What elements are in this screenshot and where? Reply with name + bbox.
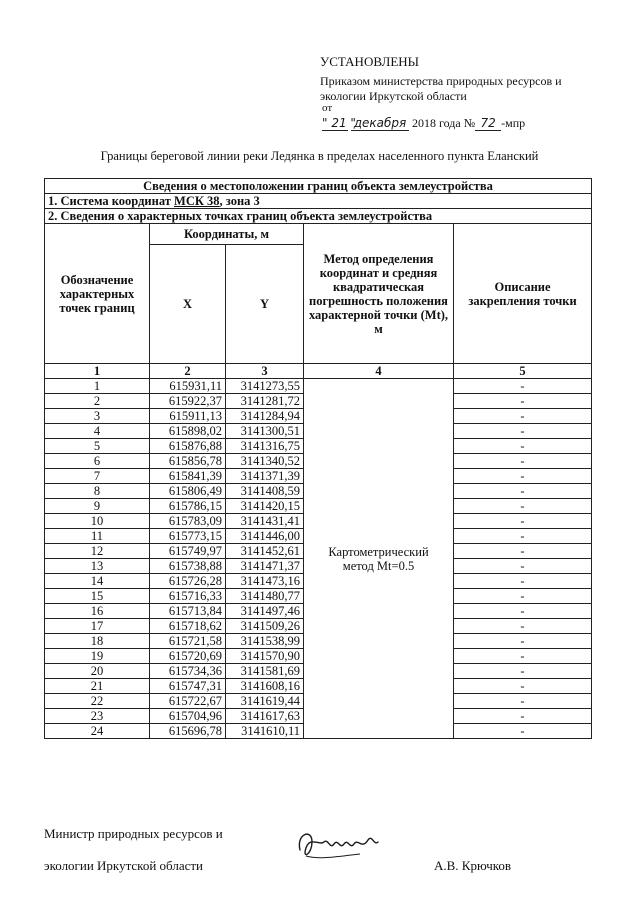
point-number-cell: 24 [45,724,150,739]
y-coordinate-cell: 3141581,69 [226,664,304,679]
point-number-cell: 11 [45,529,150,544]
point-number-cell: 10 [45,514,150,529]
fixing-description-cell: - [454,424,592,439]
points-section-title: 2. Сведения о характерных точках границ объекта землеустройства [45,209,592,224]
point-number-cell: 20 [45,664,150,679]
point-number-cell: 14 [45,574,150,589]
method-line-2: метод Mt=0.5 [342,558,415,573]
order-year: 2018 года № [412,116,476,130]
fixing-description-cell: - [454,604,592,619]
minister-name: А.В. Крючков [434,858,512,873]
x-coordinate-cell: 615720,69 [150,649,226,664]
fixing-description-cell: - [454,589,592,604]
fixing-description-cell: - [454,469,592,484]
x-coordinate-cell: 615876,88 [150,439,226,454]
fixing-description-cell: - [454,559,592,574]
coordinate-system-row [45,194,592,209]
fixing-description-cell: - [454,454,592,469]
table-row [45,379,592,394]
y-coordinate-cell: 3141340,52 [226,454,304,469]
point-number-cell: 6 [45,454,150,469]
x-coordinate-cell: 615898,02 [150,424,226,439]
y-coordinate-cell: 3141284,94 [226,409,304,424]
approved-label: УСТАНОВЛЕНЫ [320,54,419,69]
point-number-cell: 15 [45,589,150,604]
minister-title-line-1: Министр природных ресурсов и [44,826,223,841]
order-day: " 21 " [322,116,356,130]
column-number: 4 [304,364,454,379]
x-coordinate-cell: 615696,78 [150,724,226,739]
x-coordinate-cell: 615734,36 [150,664,226,679]
x-coordinate-cell: 615713,84 [150,604,226,619]
document-subtitle: Границы береговой линии реки Ледянка в пределах населенного пункта Еланский [100,149,539,163]
fixing-description-cell: - [454,484,592,499]
fixing-description-cell: - [454,709,592,724]
y-coordinate-cell: 3141570,90 [226,649,304,664]
point-number-cell: 21 [45,679,150,694]
y-coordinate-cell: 3141316,75 [226,439,304,454]
fixing-description-cell: - [454,394,592,409]
x-coordinate-cell: 615716,33 [150,589,226,604]
point-number-cell: 23 [45,709,150,724]
fixing-description-cell: - [454,724,592,739]
coordinate-system-name: МСК 38 [174,194,220,208]
point-number-cell: 4 [45,424,150,439]
x-coordinate-cell: 615704,96 [150,709,226,724]
fixing-description-cell: - [454,634,592,649]
y-coordinate-cell: 3141281,72 [226,394,304,409]
point-number-cell: 12 [45,544,150,559]
order-reference [320,74,600,104]
column-number: 5 [454,364,592,379]
fixing-description-cell: - [454,529,592,544]
method-cell [304,379,454,739]
point-number-cell: 18 [45,634,150,649]
y-coordinate-cell: 3141408,59 [226,484,304,499]
order-line-1: Приказом министерства природных ресурсов и [320,74,562,88]
fixing-description-cell: - [454,574,592,589]
order-number: 72 [475,116,501,131]
y-coordinate-cell: 3141473,16 [226,574,304,589]
order-suffix: -мпр [501,116,526,130]
x-coordinate-cell: 615922,37 [150,394,226,409]
y-coordinate-cell: 3141371,39 [226,469,304,484]
y-coordinate-cell: 3141300,51 [226,424,304,439]
x-coordinate-cell: 615721,58 [150,634,226,649]
y-coordinate-cell: 3141617,63 [226,709,304,724]
fixing-description-cell: - [454,694,592,709]
table-title: Сведения о местоположении границ объекта землеустройства [45,179,592,194]
x-coordinate-cell: 615786,15 [150,499,226,514]
fixing-description-cell: - [454,679,592,694]
x-coordinate-cell: 615911,13 [150,409,226,424]
column-number: 2 [150,364,226,379]
order-month: декабря [351,116,409,131]
y-coordinate-cell: 3141446,00 [226,529,304,544]
y-coordinate-cell: 3141538,99 [226,634,304,649]
point-number-cell: 7 [45,469,150,484]
fixing-description-cell: - [454,409,592,424]
x-coordinate-cell: 615749,97 [150,544,226,559]
order-line-2: экологии Иркутской области [320,89,467,103]
fixing-description-cell: - [454,439,592,454]
y-coordinate-cell: 3141608,16 [226,679,304,694]
column-number: 3 [226,364,304,379]
coordinate-system-zone: , зона 3 [219,194,260,208]
minister-title-line-2: экологии Иркутской области [44,858,203,873]
y-coordinate-cell: 3141420,15 [226,499,304,514]
point-number-cell: 16 [45,604,150,619]
fixing-description-cell: - [454,544,592,559]
fixing-description-cell: - [454,514,592,529]
fixing-description-cell: - [454,649,592,664]
y-coordinate-cell: 3141619,44 [226,694,304,709]
point-number-cell: 1 [45,379,150,394]
method-line-1: Картометрический [328,544,429,559]
coordinate-system-prefix: 1. Система координат [48,194,171,208]
header-description: Описание закрепления точки [454,224,592,364]
x-coordinate-cell: 615841,39 [150,469,226,484]
y-coordinate-cell: 3141509,26 [226,619,304,634]
fixing-description-cell: - [454,499,592,514]
x-coordinate-cell: 615856,78 [150,454,226,469]
point-number-cell: 19 [45,649,150,664]
y-coordinate-cell: 3141452,61 [226,544,304,559]
y-coordinate-cell: 3141471,37 [226,559,304,574]
fixing-description-cell: - [454,379,592,394]
y-coordinate-cell: 3141431,41 [226,514,304,529]
column-numbers-row [45,364,592,379]
fixing-description-cell: - [454,664,592,679]
boundary-points-table [44,178,592,739]
header-points: Обозначение характерных точек границ [45,224,150,364]
x-coordinate-cell: 615747,31 [150,679,226,694]
header-method: Метод определения координат и средняя квадратическая погрешность положения характерной точки (Mt), м [304,224,454,364]
x-coordinate-cell: 615738,88 [150,559,226,574]
point-number-cell: 3 [45,409,150,424]
x-coordinate-cell: 615783,09 [150,514,226,529]
x-coordinate-cell: 615718,62 [150,619,226,634]
x-coordinate-cell: 615773,15 [150,529,226,544]
header-coordinates: Координаты, м [150,224,304,245]
point-number-cell: 17 [45,619,150,634]
point-number-cell: 9 [45,499,150,514]
x-coordinate-cell: 615931,11 [150,379,226,394]
y-coordinate-cell: 3141273,55 [226,379,304,394]
point-number-cell: 8 [45,484,150,499]
fixing-description-cell: - [454,619,592,634]
x-coordinate-cell: 615722,67 [150,694,226,709]
y-coordinate-cell: 3141610,11 [226,724,304,739]
column-number: 1 [45,364,150,379]
point-number-cell: 22 [45,694,150,709]
signature-image [290,820,385,870]
order-date-line [322,116,525,131]
point-number-cell: 13 [45,559,150,574]
point-number-cell: 2 [45,394,150,409]
x-coordinate-cell: 615726,28 [150,574,226,589]
header-y: Y [226,245,304,364]
y-coordinate-cell: 3141480,77 [226,589,304,604]
point-number-cell: 5 [45,439,150,454]
header-x: X [150,245,226,364]
y-coordinate-cell: 3141497,46 [226,604,304,619]
order-from: от [322,102,333,114]
x-coordinate-cell: 615806,49 [150,484,226,499]
